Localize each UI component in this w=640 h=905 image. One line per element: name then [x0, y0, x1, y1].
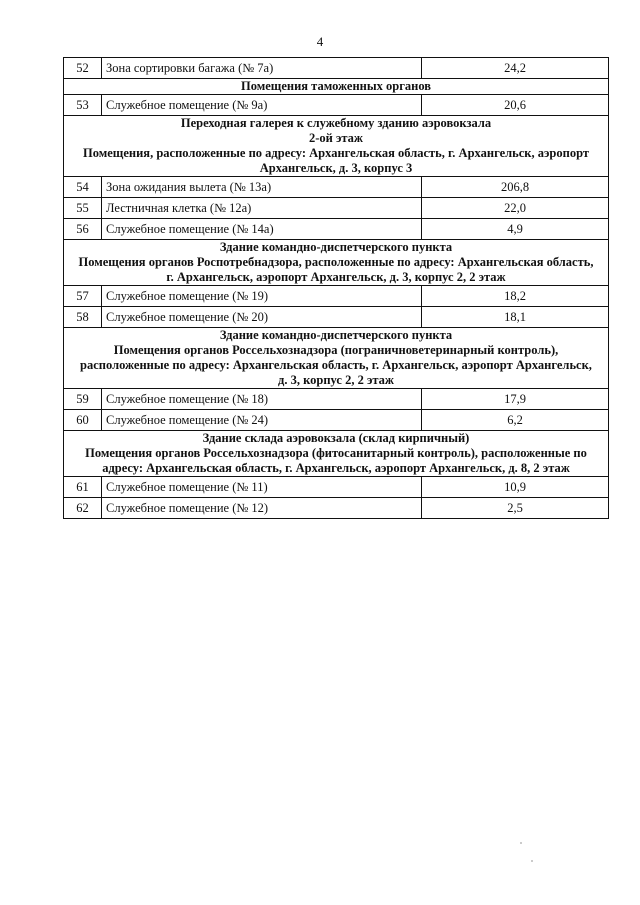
section-line: 2-ой этаж [309, 131, 363, 145]
section-row [64, 79, 609, 95]
room-name: Служебное помещение (№ 24) [102, 410, 422, 431]
section-line: Помещения, расположенные по адресу: Архангельская область, г. Архангельск, аэропорт [83, 146, 589, 160]
room-name: Служебное помещение (№ 18) [102, 389, 422, 410]
table-row [64, 410, 609, 431]
table-row [64, 307, 609, 328]
row-number: 59 [64, 389, 102, 410]
section-row [64, 431, 609, 477]
room-area: 17,9 [422, 389, 609, 410]
row-number: 62 [64, 498, 102, 519]
room-area: 18,2 [422, 286, 609, 307]
table-row [64, 498, 609, 519]
room-area: 18,1 [422, 307, 609, 328]
room-name: Служебное помещение (№ 12) [102, 498, 422, 519]
section-line: г. Архангельск, аэропорт Архангельск, д. 3, корпус 2, 2 этаж [166, 270, 506, 284]
room-area: 4,9 [422, 219, 609, 240]
section-heading [64, 79, 609, 95]
section-line: Помещения органов Роспотребнадзора, расположенные по адресу: Архангельская область, [78, 255, 594, 269]
table-row [64, 286, 609, 307]
section-row [64, 328, 609, 389]
section-line: Помещения органов Россельхознадзора (пограничноветеринарный контроль), [113, 343, 559, 357]
section-heading [64, 431, 609, 477]
row-number: 57 [64, 286, 102, 307]
room-area: 6,2 [422, 410, 609, 431]
room-area: 20,6 [422, 95, 609, 116]
room-name: Служебное помещение (№ 11) [102, 477, 422, 498]
table-row [64, 477, 609, 498]
section-line: Архангельск, д. 3, корпус 3 [259, 161, 413, 175]
section-line: Помещения таможенных органов [240, 79, 432, 93]
row-number: 55 [64, 198, 102, 219]
room-area: 10,9 [422, 477, 609, 498]
section-line: Здание командно-диспетчерского пункта [219, 240, 453, 254]
room-name: Лестничная клетка (№ 12а) [102, 198, 422, 219]
room-name: Служебное помещение (№ 14а) [102, 219, 422, 240]
room-name: Зона ожидания вылета (№ 13а) [102, 177, 422, 198]
section-line: адресу: Архангельская область, г. Архангельск, аэропорт Архангельск, д. 8, 2 этаж [102, 461, 570, 475]
scan-speck [531, 860, 533, 862]
section-heading [64, 116, 609, 177]
section-heading [64, 328, 609, 389]
scan-speck [520, 842, 522, 844]
section-heading [64, 240, 609, 286]
row-number: 53 [64, 95, 102, 116]
table-row [64, 219, 609, 240]
room-name: Служебное помещение (№ 19) [102, 286, 422, 307]
premises-table [63, 57, 609, 519]
room-name: Зона сортировки багажа (№ 7а) [102, 58, 422, 79]
section-line: расположенные по адресу: Архангельская область, г. Архангельск, аэропорт Архангельск, [80, 358, 592, 372]
section-row [64, 116, 609, 177]
table-row [64, 198, 609, 219]
table-row [64, 177, 609, 198]
row-number: 52 [64, 58, 102, 79]
row-number: 58 [64, 307, 102, 328]
section-line: д. 3, корпус 2, 2 этаж [278, 373, 394, 387]
row-number: 61 [64, 477, 102, 498]
room-area: 2,5 [422, 498, 609, 519]
room-name: Служебное помещение (№ 9а) [102, 95, 422, 116]
table-row [64, 389, 609, 410]
section-row [64, 240, 609, 286]
page-number: 4 [316, 34, 324, 49]
row-number: 56 [64, 219, 102, 240]
room-area: 206,8 [422, 177, 609, 198]
room-name: Служебное помещение (№ 20) [102, 307, 422, 328]
table-row [64, 95, 609, 116]
row-number: 60 [64, 410, 102, 431]
room-area: 22,0 [422, 198, 609, 219]
section-line: Здание склада аэровокзала (склад кирпичный) [202, 431, 470, 445]
section-line: Здание командно-диспетчерского пункта [219, 328, 453, 342]
row-number: 54 [64, 177, 102, 198]
room-area: 24,2 [422, 58, 609, 79]
table-row [64, 58, 609, 79]
section-line: Помещения органов Россельхознадзора (фитосанитарный контроль), расположенные по [85, 446, 587, 460]
section-line: Переходная галерея к служебному зданию аэровокзала [180, 116, 492, 130]
